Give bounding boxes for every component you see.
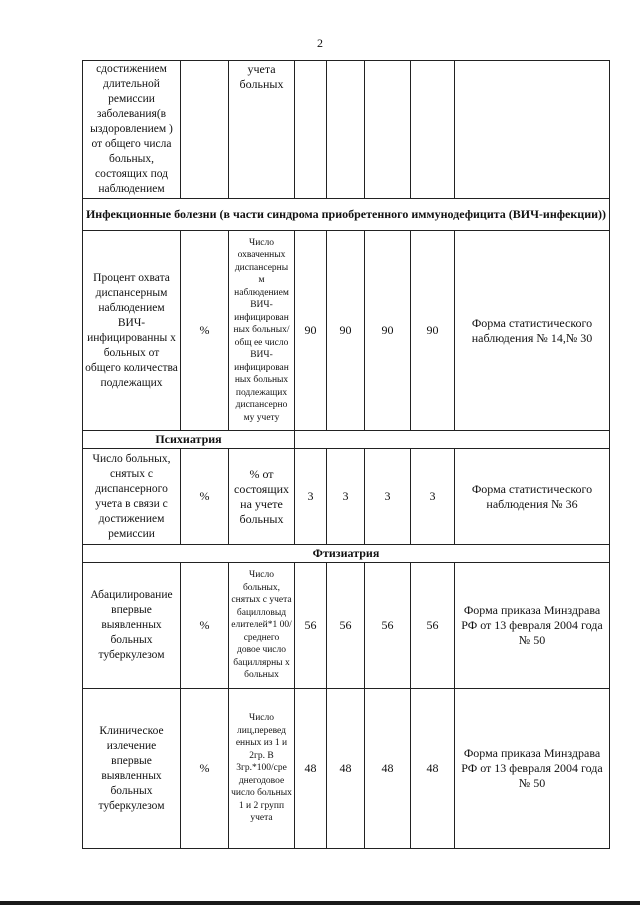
section-heading-hiv: Инфекционные болезни (в части синдрома приобретенного иммунодефицита (ВИЧ-инфекции)) xyxy=(83,199,610,231)
table-row xyxy=(83,563,610,689)
source-cell: Форма приказа Минздрава РФ от 13 февраля 2004 года № 50 xyxy=(455,689,610,849)
indicator-name-cell: Абацилирование впервые выявленных больных туберкулезом xyxy=(83,563,181,689)
value-cell xyxy=(327,61,365,199)
value-cell: 90 xyxy=(365,231,411,431)
value-cell: 48 xyxy=(295,689,327,849)
value-cell: 90 xyxy=(295,231,327,431)
page-number: 2 xyxy=(317,36,323,50)
source-cell xyxy=(455,61,610,199)
value-cell: 90 xyxy=(411,231,455,431)
value-cell: 48 xyxy=(365,689,411,849)
indicator-name-cell: сдостижением длительной ремиссии заболевания(в ыздоровлением ) от общего числа больных, состоящих под наблюдением xyxy=(83,61,181,199)
value-cell xyxy=(411,61,455,199)
table-row-continued xyxy=(83,61,610,199)
value-cell: 3 xyxy=(295,449,327,545)
source-cell: Форма приказа Минздрава РФ от 13 февраля 2004 года № 50 xyxy=(455,563,610,689)
method-cell: Число охваченных диспансерны м наблюдением ВИЧ-инфицирован ных больных/общ ее число ВИЧ-инфицирован ных больных подлежащих диспансерно му учету xyxy=(229,231,295,431)
source-cell: Форма статистического наблюдения № 36 xyxy=(455,449,610,545)
unit-cell xyxy=(181,61,229,199)
value-cell: 90 xyxy=(327,231,365,431)
value-cell: 3 xyxy=(411,449,455,545)
value-cell: 48 xyxy=(327,689,365,849)
value-cell: 56 xyxy=(327,563,365,689)
value-cell: 56 xyxy=(365,563,411,689)
method-cell: Число лиц,перевед енных из 1 и 2гр. В 3гр.*100/сре днегодовое число больных 1 и 2 групп учета xyxy=(229,689,295,849)
section-row-phthisiatry xyxy=(83,545,610,563)
value-cell: 3 xyxy=(327,449,365,545)
section-heading-phthisiatry: Фтизиатрия xyxy=(83,545,610,563)
indicator-name-cell: Клиническое излечение впервые выявленных больных туберкулезом xyxy=(83,689,181,849)
table-row xyxy=(83,689,610,849)
value-cell: 48 xyxy=(411,689,455,849)
indicator-name-cell: Процент охвата диспансерным наблюдением ВИЧ-инфицированны х больных от общего количества подлежащих xyxy=(83,231,181,431)
section-row-hiv xyxy=(83,199,610,231)
scan-edge xyxy=(0,901,640,905)
value-cell xyxy=(365,61,411,199)
value-cell: 56 xyxy=(411,563,455,689)
section-row-psychiatry xyxy=(83,431,610,449)
table-row xyxy=(83,231,610,431)
unit-cell: % xyxy=(181,563,229,689)
value-cell: 56 xyxy=(295,563,327,689)
unit-cell: % xyxy=(181,449,229,545)
section-heading-psychiatry: Психиатрия xyxy=(83,431,295,449)
value-cell xyxy=(295,61,327,199)
indicators-table xyxy=(82,60,610,849)
method-cell: учета больных xyxy=(229,61,295,199)
table-row xyxy=(83,449,610,545)
unit-cell: % xyxy=(181,231,229,431)
indicator-name-cell: Число больных, снятых с диспансерного учета в связи с достижением ремиссии xyxy=(83,449,181,545)
method-cell: % от состоящих на учете больных xyxy=(229,449,295,545)
value-cell: 3 xyxy=(365,449,411,545)
unit-cell: % xyxy=(181,689,229,849)
method-cell: Число больных, снятых с учета бацилловыд елителей*1 00/среднего довое число бациллярны х больных xyxy=(229,563,295,689)
source-cell: Форма статистического наблюдения № 14,№ 30 xyxy=(455,231,610,431)
section-heading-empty xyxy=(295,431,610,449)
